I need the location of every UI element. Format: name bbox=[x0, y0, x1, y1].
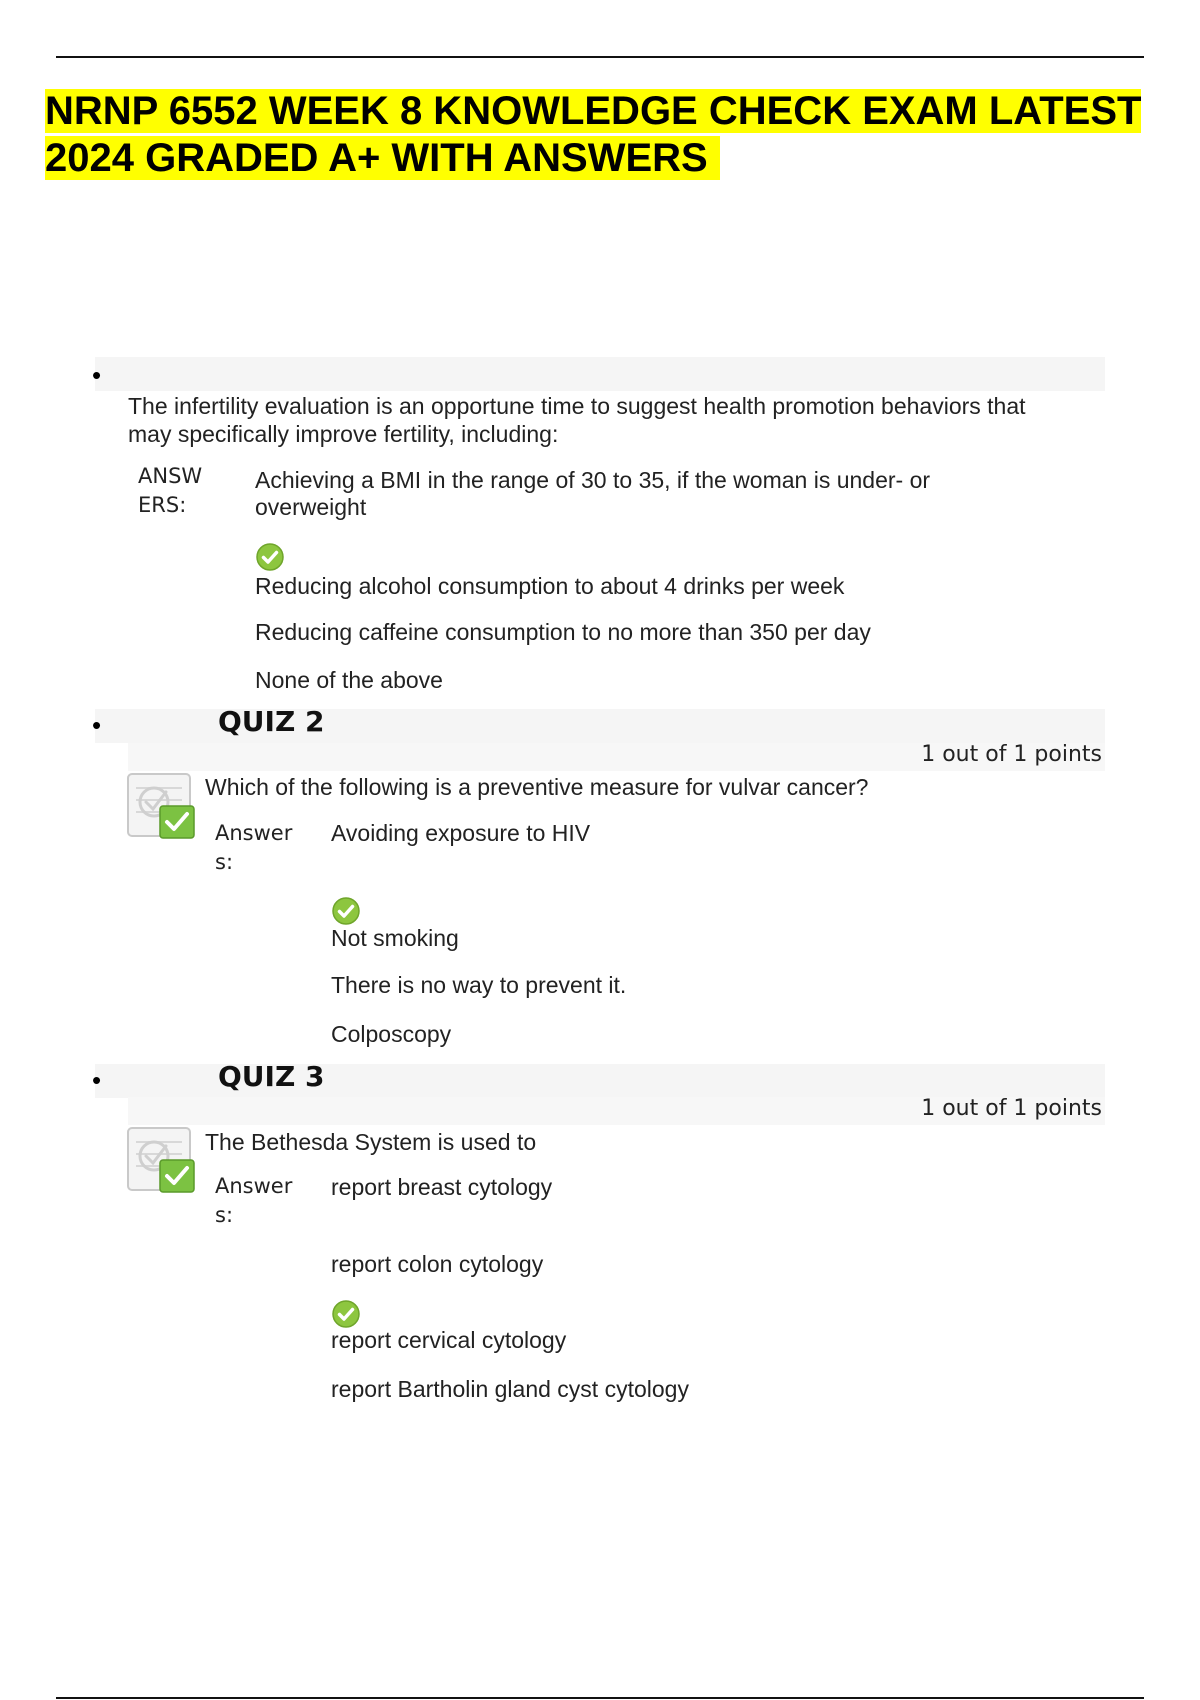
question-3-answer-3-correct: report cervical cytology bbox=[331, 1327, 567, 1353]
question-3-prompt: The Bethesda System is used to bbox=[205, 1129, 537, 1155]
question-1-prompt: The infertility evaluation is an opportune time to suggest health promotion behaviors that may specifically improve fertility, including: bbox=[128, 393, 1026, 447]
question-2-answer-2-correct: Not smoking bbox=[331, 925, 459, 951]
question-3-answer-4: report Bartholin gland cyst cytology bbox=[331, 1376, 689, 1402]
check-circle-icon bbox=[256, 543, 284, 571]
question-3-answers-label: Answers: bbox=[215, 1174, 293, 1227]
question-3-bullet: • bbox=[92, 1065, 102, 1095]
question-2-answer-3: There is no way to prevent it. bbox=[331, 972, 627, 998]
bottom-rule bbox=[56, 1697, 1144, 1699]
question-2-points: 1 out of 1 points bbox=[921, 742, 1102, 767]
question-3-heading: QUIZ 3 bbox=[218, 1060, 325, 1093]
graded-correct-icon bbox=[126, 772, 198, 842]
question-2-bullet: • bbox=[92, 710, 102, 740]
question-1-bullet: • bbox=[92, 360, 102, 390]
question-3-points: 1 out of 1 points bbox=[921, 1096, 1102, 1121]
top-rule bbox=[56, 56, 1144, 58]
question-3-answer-1: report breast cytology bbox=[331, 1174, 553, 1200]
question-3-answer-2: report colon cytology bbox=[331, 1251, 544, 1277]
question-2-prompt: Which of the following is a preventive measure for vulvar cancer? bbox=[205, 774, 869, 800]
question-2-heading: QUIZ 2 bbox=[218, 705, 325, 738]
document-title-text: NRNP 6552 WEEK 8 KNOWLEDGE CHECK EXAM LATEST 2024 GRADED A+ WITH ANSWERS bbox=[45, 89, 1142, 180]
graded-correct-icon bbox=[126, 1126, 198, 1196]
question-1-header-bar bbox=[95, 357, 1105, 391]
check-circle-icon bbox=[332, 897, 360, 925]
question-2-answer-4: Colposcopy bbox=[331, 1021, 452, 1047]
question-1-answers-label: ANSWERS: bbox=[138, 464, 203, 517]
question-2-answer-1: Avoiding exposure to HIV bbox=[331, 820, 591, 846]
check-circle-icon bbox=[332, 1300, 360, 1328]
question-1-answer-1: Achieving a BMI in the range of 30 to 35, if the woman is under- or overweight bbox=[255, 467, 931, 520]
question-1-answer-2-correct: Reducing alcohol consumption to about 4 drinks per week bbox=[255, 573, 845, 599]
question-1-answer-4: None of the above bbox=[255, 667, 443, 693]
question-1-answer-3: Reducing caffeine consumption to no more than 350 per day bbox=[255, 619, 871, 645]
question-2-answers-label: Answers: bbox=[215, 821, 293, 874]
document-title bbox=[45, 88, 1145, 182]
